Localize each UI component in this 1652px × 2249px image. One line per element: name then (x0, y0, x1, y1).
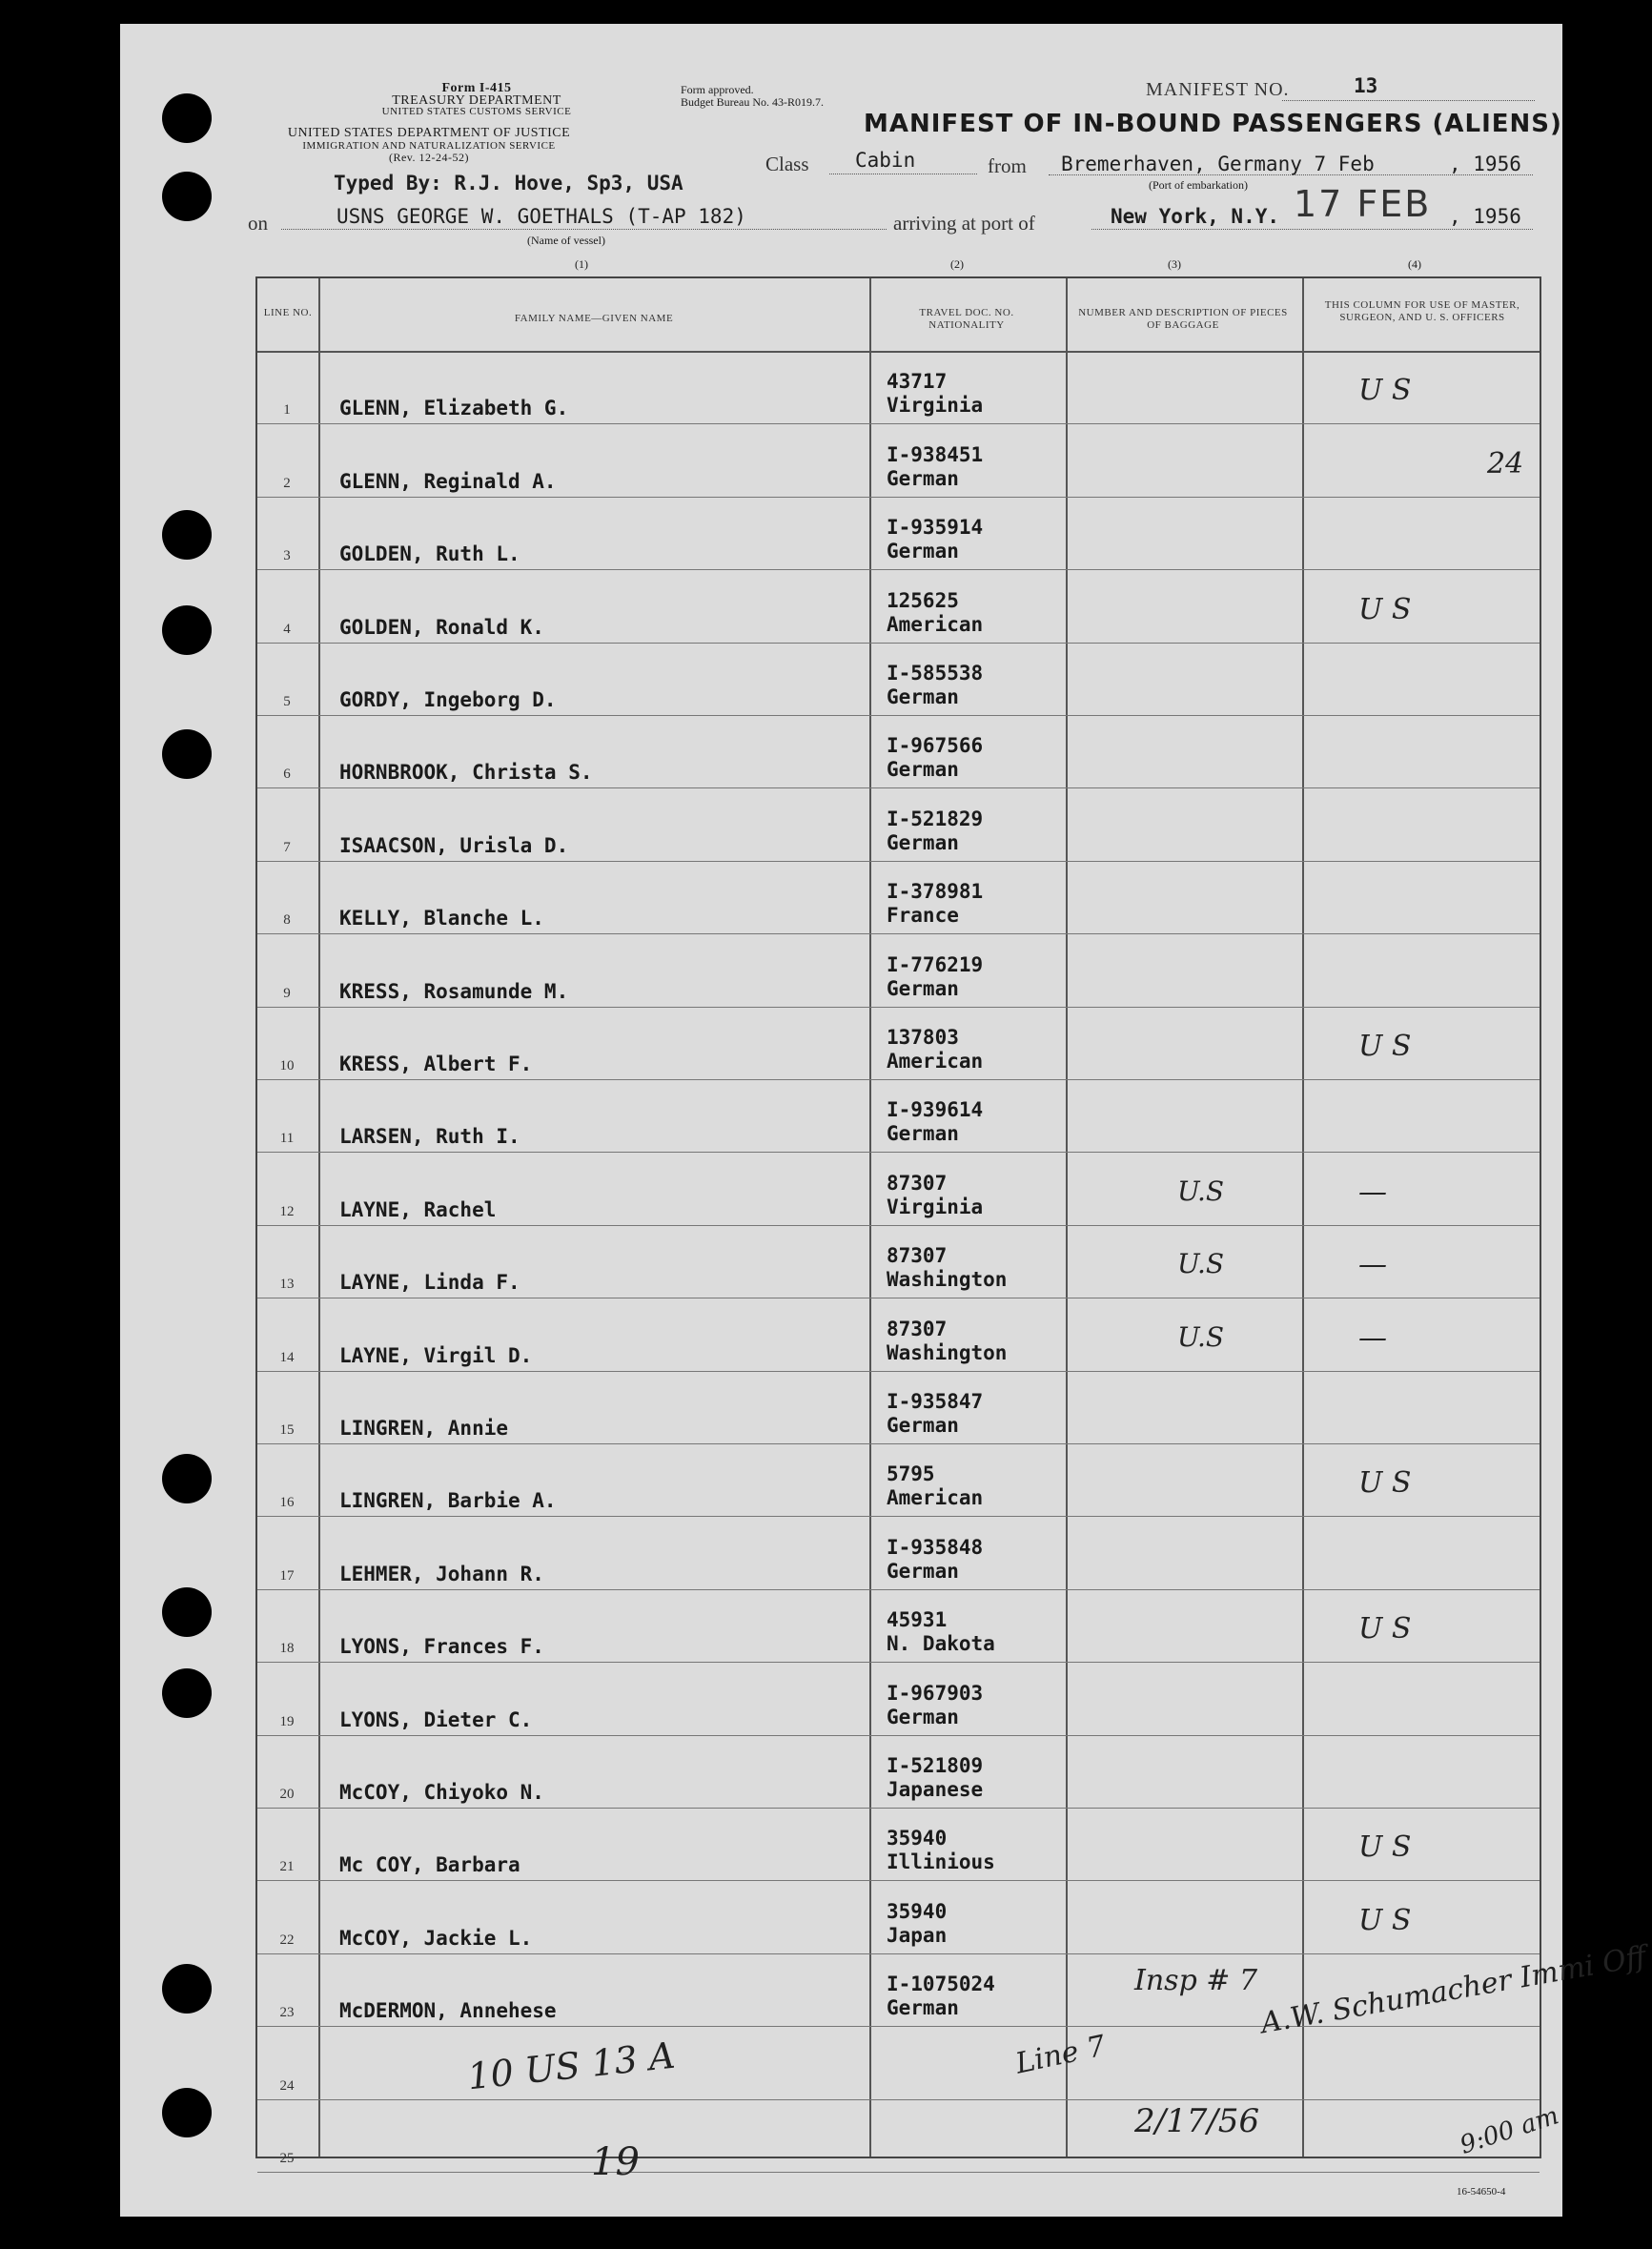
col-num-2: (2) (950, 257, 964, 271)
nationality: German (887, 540, 959, 563)
passenger-name: LEHMER, Johann R. (339, 1562, 544, 1585)
passenger-name: KRESS, Rosamunde M. (339, 979, 569, 1003)
punch-hole (162, 729, 212, 779)
nationality: German (887, 830, 959, 854)
travel-doc-number: I-935914 (887, 516, 984, 540)
row-rule (257, 2099, 1540, 2100)
line-number: 24 (279, 2077, 295, 2094)
customs-service: UNITED STATES CUSTOMS SERVICE (381, 106, 572, 117)
passenger-name: LARSEN, Ruth I. (339, 1125, 520, 1149)
travel-doc-number: 5795 (887, 1462, 935, 1486)
passenger-name: GLENN, Reginald A. (339, 469, 557, 493)
ins-service: IMMIGRATION AND NATURALIZATION SERVICE (302, 140, 556, 152)
officer-mark: — (1358, 1175, 1387, 1209)
tally-note: 10 US 13 A (465, 2034, 678, 2098)
manifest-number: 13 (1354, 74, 1378, 97)
class-value: Cabin (855, 149, 916, 172)
nationality: German (887, 758, 959, 782)
baggage-mark: U.S (1177, 1248, 1225, 1280)
travel-doc-number: 43717 (887, 370, 948, 394)
line-number: 17 (279, 1567, 295, 1584)
punch-hole (162, 1964, 212, 2014)
row-rule (257, 1007, 1540, 1008)
line-number: 18 (279, 1641, 295, 1657)
punch-hole (162, 1668, 212, 1718)
row-rule (257, 1443, 1540, 1444)
col-num-4: (4) (1408, 257, 1421, 271)
line-number: 10 (279, 1058, 295, 1073)
row-rule (257, 861, 1540, 862)
nationality: France (887, 904, 959, 928)
baggage-mark: U.S (1177, 1320, 1225, 1353)
passenger-name: LINGREN, Annie (339, 1417, 509, 1440)
passenger-name: KRESS, Albert F. (339, 1053, 533, 1075)
form-number: Form I-415 (441, 81, 512, 95)
travel-doc-number: I-585538 (887, 662, 984, 685)
treasury-dept: TREASURY DEPARTMENT (392, 93, 561, 108)
printer-code: 16-54650-4 (1457, 2186, 1506, 2198)
form-approved: Form approved. (681, 83, 754, 96)
col-num-3: (3) (1168, 257, 1181, 271)
nationality: Virginia (887, 1195, 984, 1218)
nationality: Illinious (887, 1850, 995, 1874)
travel-doc-number: 137803 (887, 1026, 959, 1049)
officer-mark: U S (1358, 1466, 1412, 1501)
travel-doc-number: 45931 (887, 1608, 948, 1632)
officer-mark: U S (1358, 1030, 1412, 1063)
officer-mark: U S (1358, 592, 1412, 626)
on-label: on (248, 212, 268, 235)
port-embark-note: (Port of embarkation) (1149, 178, 1248, 192)
col-num-1: (1) (575, 257, 588, 271)
officer-mark: — (1358, 1248, 1387, 1282)
line-number: 20 (279, 1787, 295, 1802)
punch-hole (162, 172, 212, 221)
nationality: Virginia (887, 394, 984, 418)
nationality: German (887, 1122, 959, 1146)
travel-doc-number: I-521809 (887, 1754, 984, 1777)
row-rule (257, 423, 1540, 424)
vessel-name: USNS GEORGE W. GOETHALS (T-AP 182) (337, 205, 746, 228)
row-rule (257, 933, 1540, 934)
line-number: 1 (283, 402, 291, 419)
travel-doc-number: I-521829 (887, 807, 984, 830)
budget-bureau: Budget Bureau No. 43-R019.7. (681, 95, 824, 109)
travel-doc-number: I-938451 (887, 442, 984, 466)
nationality: German (887, 976, 959, 1000)
col-header-travel-doc: TRAVEL DOC. NO. NATIONALITY (919, 307, 1014, 331)
nationality: Washington (887, 1268, 1008, 1292)
line-number: 19 (279, 1713, 295, 1729)
passenger-name: McDERMON, Annehese (339, 1999, 557, 2023)
arrival-date-stamp: 17 FEB (1294, 183, 1432, 225)
nationality: German (887, 466, 959, 490)
row-rule (257, 643, 1540, 644)
line-number: 13 (279, 1277, 295, 1293)
row-rule (257, 787, 1540, 788)
officer-mark: — (1358, 1320, 1387, 1355)
travel-doc-number: 35940 (887, 1899, 948, 1923)
col-header-officers: THIS COLUMN FOR USE OF MASTER, SURGEON, AND U. S. OFFICERS (1324, 299, 1520, 323)
nationality: German (887, 1414, 959, 1437)
revision-date: (Rev. 12-24-52) (388, 151, 470, 164)
passenger-name: GORDY, Ingeborg D. (339, 688, 557, 711)
officer-mark: U S (1358, 1612, 1412, 1646)
line-number: 11 (279, 1131, 295, 1147)
travel-doc-number: I-967903 (887, 1681, 984, 1705)
travel-doc-number: 125625 (887, 588, 959, 612)
passenger-name: LINGREN, Barbie A. (339, 1489, 557, 1513)
travel-doc-number: I-1075024 (887, 1973, 995, 1996)
nationality: American (887, 1050, 984, 1073)
manifest-title: MANIFEST OF IN-BOUND PASSENGERS (ALIENS) (864, 110, 1562, 138)
from-port: Bremerhaven, Germany 7 Feb (1061, 153, 1375, 175)
line-number: 21 (279, 1859, 295, 1875)
line-number: 14 (279, 1349, 295, 1365)
row-rule (257, 1516, 1540, 1517)
punch-hole (162, 93, 212, 143)
nationality: German (887, 685, 959, 708)
row-rule (257, 1735, 1540, 1736)
passenger-name: LYONS, Dieter C. (339, 1707, 533, 1731)
line-number: 4 (283, 621, 291, 637)
passenger-name: KELLY, Blanche L. (339, 907, 544, 930)
line-note: Line 7 (1012, 2029, 1109, 2081)
col-header-name: FAMILY NAME—GIVEN NAME (514, 313, 674, 324)
passenger-name: Mc COY, Barbara (339, 1853, 520, 1877)
line-number: 25 (279, 2151, 295, 2166)
row-rule (257, 2026, 1540, 2027)
passenger-name: GOLDEN, Ruth L. (339, 542, 520, 566)
vessel-note: (Name of vessel) (527, 234, 605, 247)
line-number: 15 (279, 1422, 295, 1438)
line-number: 3 (283, 548, 291, 564)
class-label: Class (765, 153, 809, 175)
passenger-name: LAYNE, Virgil D. (339, 1343, 533, 1367)
passenger-name: GOLDEN, Ronald K. (339, 615, 544, 639)
punch-hole (162, 1454, 212, 1503)
travel-doc-number: I-935848 (887, 1535, 984, 1559)
row-rule (257, 1808, 1540, 1809)
officer-mark: U S (1358, 374, 1412, 408)
bottom-signature: 9:00 am (1456, 2101, 1562, 2160)
row-rule (257, 1953, 1540, 1954)
line-number: 9 (283, 985, 291, 1001)
officer-mark: U S (1358, 1903, 1412, 1937)
nationality: Washington (887, 1340, 1008, 1364)
passenger-name: LAYNE, Rachel (339, 1197, 497, 1221)
line-number: 7 (283, 839, 291, 855)
row-rule (257, 1662, 1540, 1663)
justice-dept: UNITED STATES DEPARTMENT OF JUSTICE (287, 126, 571, 140)
arriving-label: arriving at port of (893, 212, 1035, 235)
line-number: 16 (279, 1495, 295, 1511)
row-rule (257, 2172, 1540, 2173)
nationality: American (887, 1486, 984, 1510)
inspector-note: Insp # 7 (1134, 1964, 1258, 1997)
line-number: 22 (279, 1932, 295, 1948)
nationality: Japan (887, 1923, 948, 1947)
row-rule (257, 715, 1540, 716)
manifest-label: MANIFEST NO. (1146, 79, 1290, 100)
date-signature: 2/17/56 (1134, 2102, 1260, 2140)
travel-doc-number: I-935847 (887, 1390, 984, 1413)
typed-by: Typed By: R.J. Hove, Sp3, USA (334, 172, 683, 194)
baggage-mark: U.S (1177, 1175, 1225, 1207)
row-rule (257, 1152, 1540, 1153)
line-number: 5 (283, 694, 291, 709)
nationality: Japanese (887, 1778, 984, 1801)
officer-signature: A.W. Schumacher Immi Off (1258, 1939, 1649, 2041)
from-label: from (988, 154, 1027, 177)
travel-doc-number: 35940 (887, 1827, 948, 1850)
travel-doc-number: I-967566 (887, 734, 984, 758)
travel-doc-number: 87307 (887, 1171, 948, 1195)
line-number: 23 (279, 2005, 295, 2021)
passenger-name: HORNBROOK, Christa S. (339, 761, 593, 785)
punch-hole (162, 510, 212, 560)
arrival-year: , 1956 (1449, 205, 1521, 228)
row-rule (257, 569, 1540, 570)
punch-hole (162, 2088, 212, 2137)
row-rule (257, 1079, 1540, 1080)
passenger-table (255, 276, 1541, 2166)
line-number: 8 (283, 912, 291, 929)
row-rule (257, 497, 1540, 498)
travel-doc-number: I-776219 (887, 952, 984, 976)
travel-doc-number: I-378981 (887, 880, 984, 904)
passenger-name: ISAACSON, Urisla D. (339, 833, 569, 857)
travel-doc-number: 87307 (887, 1244, 948, 1268)
row-rule (257, 1371, 1540, 1372)
punch-hole (162, 1587, 212, 1637)
nationality: American (887, 612, 984, 636)
officer-mark: U S (1358, 1830, 1412, 1865)
nationality: N. Dakota (887, 1632, 995, 1656)
nationality: German (887, 1996, 959, 2020)
nationality: German (887, 1559, 959, 1583)
row-rule (257, 1880, 1540, 1881)
passenger-name: McCOY, Jackie L. (339, 1926, 533, 1950)
row-rule (257, 1589, 1540, 1590)
officer-mark: 24 (1487, 446, 1524, 480)
nationality: German (887, 1705, 959, 1728)
passenger-name: McCOY, Chiyoko N. (339, 1781, 544, 1804)
passenger-name: LYONS, Frances F. (339, 1635, 544, 1659)
tally-note-2: 19 (591, 2140, 640, 2184)
passenger-name: GLENN, Elizabeth G. (339, 397, 569, 420)
travel-doc-number: 87307 (887, 1317, 948, 1340)
arrival-port: New York, N.Y. (1111, 205, 1280, 228)
punch-hole (162, 605, 212, 655)
line-number: 2 (283, 475, 291, 491)
col-header-baggage: NUMBER AND DESCRIPTION OF PIECES OF BAGGAGE (1078, 307, 1288, 331)
travel-doc-number: I-939614 (887, 1098, 984, 1122)
row-rule (257, 1225, 1540, 1226)
col-header-line-no: LINE NO. (263, 307, 313, 318)
line-number: 6 (283, 767, 291, 783)
from-year: , 1956 (1449, 153, 1521, 175)
passenger-name: LAYNE, Linda F. (339, 1271, 520, 1295)
line-number: 12 (279, 1203, 295, 1219)
